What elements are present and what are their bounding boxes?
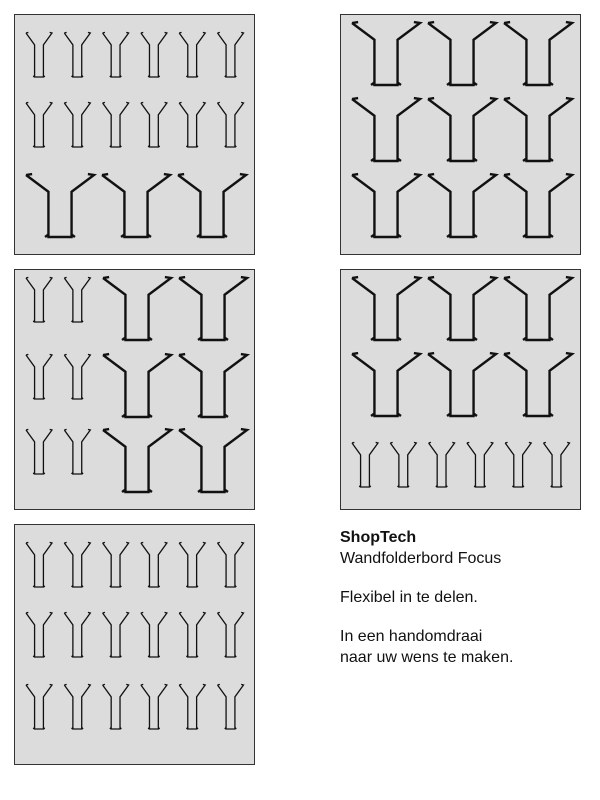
- tagline: Flexibel in te delen.: [340, 589, 478, 606]
- folder-holder-icon: [103, 542, 129, 587]
- folder-holder-icon: [218, 32, 244, 77]
- folder-holder-layout: [15, 270, 254, 509]
- folder-holder-icon: [141, 612, 167, 657]
- folder-holder-icon: [428, 22, 496, 85]
- folder-holder-icon: [64, 542, 90, 587]
- folder-holder-icon: [352, 22, 420, 85]
- folder-holder-icon: [352, 277, 420, 340]
- folder-holder-icon: [352, 353, 420, 416]
- folder-holder-icon: [26, 174, 94, 237]
- folder-holder-icon: [179, 102, 205, 147]
- folder-holder-icon: [64, 354, 90, 399]
- folder-holder-icon: [64, 102, 90, 147]
- folder-holder-icon: [103, 354, 171, 417]
- folder-holder-icon: [141, 32, 167, 77]
- wall-board-config-2: [340, 14, 581, 255]
- wall-board-config-1: [14, 14, 255, 255]
- folder-holder-icon: [504, 98, 572, 161]
- description-line-2: naar uw wens te maken.: [340, 649, 514, 666]
- folder-holder-layout: [15, 15, 254, 254]
- folder-holder-icon: [26, 32, 52, 77]
- folder-holder-icon: [103, 684, 129, 729]
- folder-holder-icon: [64, 684, 90, 729]
- folder-holder-icon: [429, 442, 455, 487]
- folder-holder-icon: [218, 102, 244, 147]
- folder-holder-icon: [26, 612, 52, 657]
- folder-holder-icon: [352, 98, 420, 161]
- folder-holder-icon: [64, 429, 90, 474]
- wall-board-config-3: [14, 269, 255, 510]
- folder-holder-icon: [179, 612, 205, 657]
- folder-holder-icon: [103, 277, 171, 340]
- folder-holder-icon: [141, 684, 167, 729]
- folder-holder-icon: [141, 542, 167, 587]
- folder-holder-icon: [467, 442, 493, 487]
- product-name: Wandfolderbord Focus: [340, 550, 502, 567]
- folder-holder-icon: [218, 542, 244, 587]
- folder-holder-icon: [26, 102, 52, 147]
- folder-holder-icon: [103, 429, 171, 492]
- folder-holder-icon: [544, 442, 570, 487]
- folder-holder-icon: [103, 32, 129, 77]
- folder-holder-icon: [504, 277, 572, 340]
- folder-holder-icon: [178, 174, 246, 237]
- folder-holder-icon: [26, 684, 52, 729]
- folder-holder-icon: [179, 542, 205, 587]
- folder-holder-icon: [428, 98, 496, 161]
- brand-name: ShopTech: [340, 529, 417, 546]
- folder-holder-layout: [15, 525, 254, 764]
- folder-holder-icon: [218, 612, 244, 657]
- folder-holder-icon: [103, 102, 129, 147]
- folder-holder-icon: [64, 612, 90, 657]
- folder-holder-icon: [504, 22, 572, 85]
- folder-holder-icon: [141, 102, 167, 147]
- folder-holder-icon: [218, 684, 244, 729]
- wall-board-config-4: [340, 269, 581, 510]
- product-description: [340, 527, 590, 668]
- folder-holder-icon: [26, 277, 52, 322]
- description-line-1: In een handomdraai: [340, 628, 483, 645]
- folder-holder-layout: [341, 15, 580, 254]
- folder-holder-icon: [428, 353, 496, 416]
- folder-holder-icon: [102, 174, 170, 237]
- folder-holder-icon: [428, 174, 496, 237]
- folder-holder-layout: [341, 270, 580, 509]
- folder-holder-icon: [352, 442, 378, 487]
- folder-holder-icon: [504, 353, 572, 416]
- folder-holder-icon: [26, 354, 52, 399]
- folder-holder-icon: [352, 174, 420, 237]
- folder-holder-icon: [64, 32, 90, 77]
- folder-holder-icon: [179, 429, 247, 492]
- folder-holder-icon: [26, 429, 52, 474]
- folder-holder-icon: [428, 277, 496, 340]
- folder-holder-icon: [179, 354, 247, 417]
- folder-holder-icon: [26, 542, 52, 587]
- folder-holder-icon: [179, 32, 205, 77]
- folder-holder-icon: [504, 174, 572, 237]
- folder-holder-icon: [390, 442, 416, 487]
- folder-holder-icon: [103, 612, 129, 657]
- folder-holder-icon: [179, 684, 205, 729]
- folder-holder-icon: [64, 277, 90, 322]
- wall-board-config-5: [14, 524, 255, 765]
- folder-holder-icon: [505, 442, 531, 487]
- folder-holder-icon: [179, 277, 247, 340]
